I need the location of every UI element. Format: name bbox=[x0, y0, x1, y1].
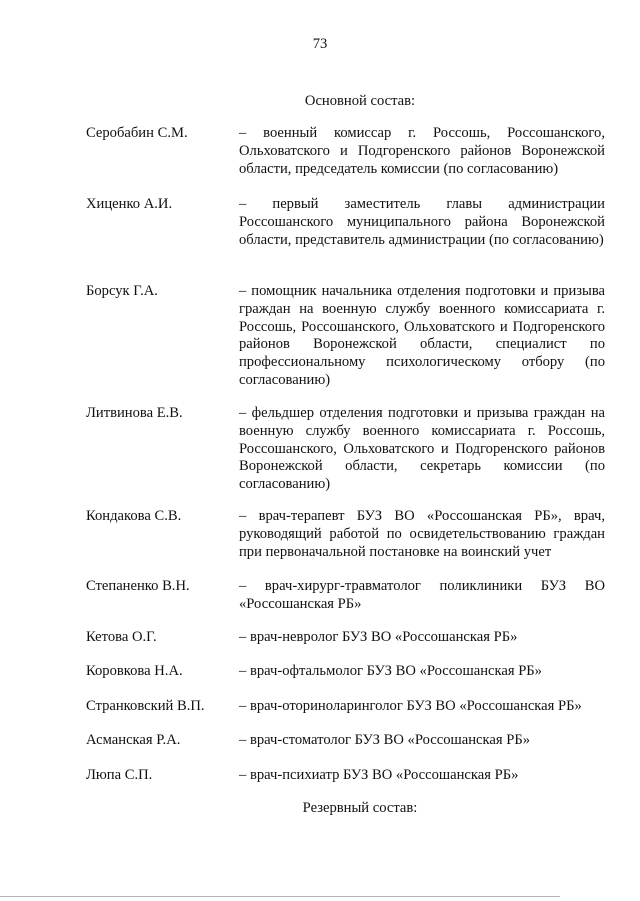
member-name: Асманская Р.А. bbox=[86, 732, 181, 748]
member-name: Серобабин С.М. bbox=[86, 125, 188, 141]
member-role: – помощник начальника отделения подготовки и призыва граждан на военную службу военного комиссариата г. Россошь, Россошанского, Ольховатского и Подгоренского районов Воронежской области, специалист по профессиональному психологическому отбору (по согласованию) bbox=[239, 283, 605, 388]
member-role: – первый заместитель главы администрации Россошанского муниципального района Воронежской области, представитель администрации (по согласованию) bbox=[239, 196, 605, 248]
member-name: Степаненко В.Н. bbox=[86, 578, 190, 594]
main-composition-heading: Основной состав: bbox=[304, 93, 416, 109]
member-name: Хиценко А.И. bbox=[86, 196, 173, 212]
member-role: – врач-стоматолог БУЗ ВО «Россошанская РБ» bbox=[239, 732, 530, 748]
member-role: – врач-оториноларинголог БУЗ ВО «Россошанская РБ» bbox=[239, 698, 582, 714]
member-name: Кондакова С.В. bbox=[86, 508, 182, 524]
member-role: – врач-хирург-травматолог поликлиники БУЗ ВО «Россошанская РБ» bbox=[239, 578, 605, 612]
scan-edge-line bbox=[0, 896, 560, 897]
member-role: – врач-офтальмолог БУЗ ВО «Россошанская РБ» bbox=[239, 663, 542, 679]
member-name: Люпа С.П. bbox=[86, 767, 153, 783]
member-role: – врач-психиатр БУЗ ВО «Россошанская РБ» bbox=[239, 767, 519, 783]
member-name: Борсук Г.А. bbox=[86, 283, 158, 299]
member-role: – врач-невролог БУЗ ВО «Россошанская РБ» bbox=[239, 629, 518, 645]
member-name: Странковский В.П. bbox=[86, 698, 205, 714]
member-role: – военный комиссар г. Россошь, Россошанского, Ольховатского и Подгоренского районов Воронежской области, председатель комиссии (по согласованию) bbox=[239, 125, 605, 177]
member-role: – врач-терапевт БУЗ ВО «Россошанская РБ», врач, руководящий работой по освидетельствованию граждан при первоначальной постановке на воинский учет bbox=[239, 508, 605, 560]
page-number: 73 bbox=[312, 36, 328, 52]
member-name: Кетова О.Г. bbox=[86, 629, 157, 645]
reserve-composition-heading: Резервный состав: bbox=[302, 800, 418, 816]
member-name: Литвинова Е.В. bbox=[86, 405, 183, 421]
member-role: – фельдшер отделения подготовки и призыва граждан на военную службу военного комиссариата г. Россошь, Россошанского, Ольховатского и Подгоренского районов Воронежской области, секретарь комиссии (по согласованию) bbox=[239, 405, 605, 493]
member-name: Коровкова Н.А. bbox=[86, 663, 183, 679]
